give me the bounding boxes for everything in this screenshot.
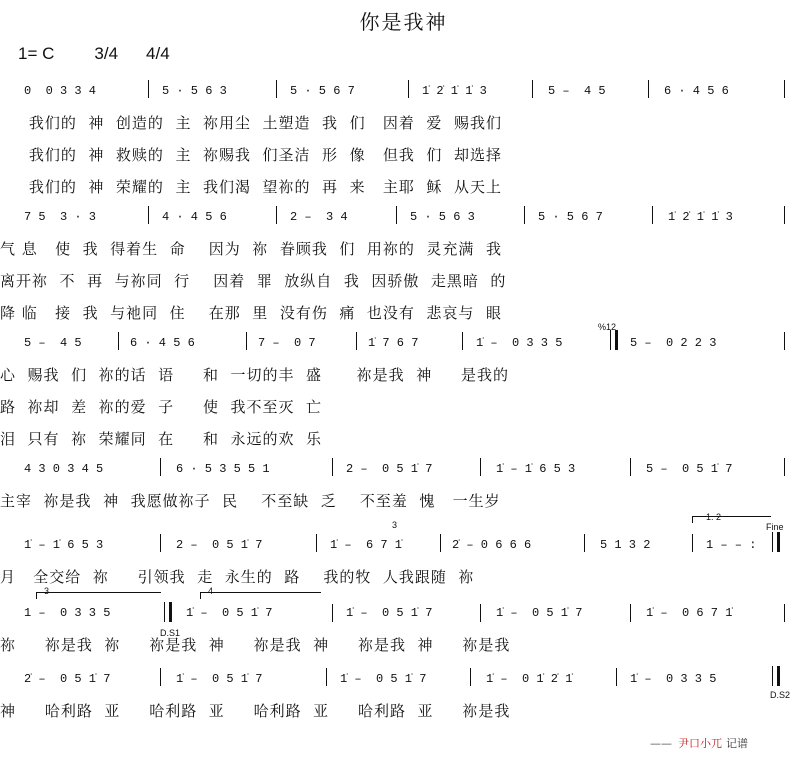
ds1-mark: D.S1 [160, 628, 181, 638]
measure: 5 · 5 6 7 [538, 210, 603, 224]
lyric-line: 主宰 祢是我 神 我愿做祢子 民 不至缺 乏 不至羞 愧 一生岁 [0, 492, 501, 510]
measure: 1̇ 7 6 7 [368, 336, 419, 350]
measure: 1̇ – 0 5 1̇ 7 [496, 606, 583, 620]
measure: 6 · 4 5 6 [130, 336, 195, 350]
measure: 2 – 0 5 1̇ 7 [346, 462, 433, 476]
measure: 2 – 0 5 1̇ 7 [176, 538, 263, 552]
credit-suffix: 记谱 [726, 737, 748, 750]
lyric-line: 泪 只有 祢 荣耀同 在 和 永远的欢 乐 [0, 430, 323, 448]
measure: 1 – 0 3 3 5 [24, 606, 111, 620]
fine-mark: Fine [766, 522, 784, 532]
measure: 1̇ – 0 1̇ 2̇ 1̇ [486, 672, 573, 686]
measure: 5 · 5 6 7 [290, 84, 355, 98]
measure: 4 3 0 3 4 5 [24, 462, 104, 476]
key-tonic: 1= C [18, 44, 55, 63]
lyric-line: 降 临 接 我 与祂同 住 在那 里 没有伤 痛 也没有 悲哀与 眼 [0, 304, 502, 322]
measure: 1̇ – 6 7 1̇ [330, 538, 403, 552]
notes-row [0, 334, 807, 354]
notes-row [0, 536, 807, 556]
measure: 7 5 3 · 3 [24, 210, 97, 224]
measure: 0 0 3 3 4 [24, 84, 97, 98]
transcriber-credit [650, 735, 748, 751]
measure: 5 – 0 2 2 3 [630, 336, 717, 350]
measure: 1̇ – 0 6 7 1̇ [646, 606, 733, 620]
measure: 1̇ – 0 5 1̇ 7 [176, 672, 263, 686]
measure: 5 · 5 6 3 [162, 84, 227, 98]
coda-mark: %12 [598, 322, 617, 332]
measure: 1̇ – 0 5 1̇ 7 [340, 672, 427, 686]
ds2-mark: D.S2 [770, 690, 791, 700]
measure: 1̇ – 1̇ 6 5 3 [24, 538, 104, 552]
volta-bracket [36, 592, 161, 599]
measure: 1 – – : [706, 538, 757, 552]
lyric-line: 我们的 神 荣耀的 主 我们渴 望祢的 再 来 主耶 稣 从天上 [0, 178, 502, 196]
lyric-line: 路 祢却 差 祢的爱 子 使 我不至灭 亡 [0, 398, 323, 416]
measure: 6 · 4 5 6 [664, 84, 729, 98]
measure: 5 1 3 2 [600, 538, 651, 552]
lyric-line: 祢 祢是我 祢 祢是我 神 祢是我 神 祢是我 神 祢是我 [0, 636, 511, 654]
volta-label: 1. 2 [706, 512, 722, 522]
time-signature-1: 3/4 [94, 44, 119, 63]
volta-label: 3 [44, 586, 50, 596]
lyric-line: 神 哈利路 亚 哈利路 亚 哈利路 亚 哈利路 亚 祢是我 [0, 702, 511, 720]
measure: 1̇ – 0 5 1̇ 7 [346, 606, 433, 620]
lyric-line: 我们的 神 救赎的 主 祢赐我 们圣洁 形 像 但我 们 却选择 [0, 146, 502, 164]
measure: 1̇ – 0 3 3 5 [476, 336, 563, 350]
volta-bracket [692, 516, 771, 523]
notes-row [0, 82, 807, 102]
time-signature-2: 4/4 [146, 44, 170, 63]
volta-label: 4 [208, 586, 214, 596]
notes-row [0, 208, 807, 228]
measure: 2̇ – 0 6 6 6 [452, 538, 532, 552]
measure: 4 · 4 5 6 [162, 210, 227, 224]
measure: 5 – 4 5 [24, 336, 82, 350]
measure: 1̇ 2̇ 1̇ 1̇ 3 [422, 84, 487, 98]
notes-row [0, 460, 807, 480]
measure: 5 · 5 6 3 [410, 210, 475, 224]
measure: 5 – 4 5 [548, 84, 606, 98]
song-title: 你是我神 [359, 10, 448, 34]
measure: 1̇ – 1̇ 6 5 3 [496, 462, 576, 476]
lyric-line: 心 赐我 们 祢的话 语 和 一切的丰 盛 祢是我 神 是我的 [0, 366, 510, 384]
measure: 1̇ – 0 3 3 5 [630, 672, 717, 686]
measure: 6 · 5 3 5 5 1 [176, 462, 270, 476]
lyric-line: 月 全交给 祢 引领我 走 永生的 路 我的牧 人我跟随 祢 [0, 568, 475, 586]
notes-row [0, 604, 807, 624]
credit-dash: —— [650, 737, 672, 750]
lyric-line: 气 息 使 我 得着生 命 因为 祢 眷顾我 们 用祢的 灵充满 我 [0, 240, 502, 258]
lyric-line: 我们的 神 创造的 主 祢用尘 土塑造 我 们 因着 爱 赐我们 [0, 114, 502, 132]
volta-bracket [200, 592, 321, 599]
measure: 7 – 0 7 [258, 336, 316, 350]
measure: 2 – 3 4 [290, 210, 348, 224]
measure: 5 – 0 5 1̇ 7 [646, 462, 733, 476]
measure: 2̇ – 0 5 1̇ 7 [24, 672, 111, 686]
triplet-mark: 3 [392, 520, 398, 530]
transcriber-name: 尹口小兀 [678, 737, 722, 750]
notes-row [0, 670, 807, 690]
measure: 1̇ – 0 5 1̇ 7 [186, 606, 273, 620]
measure: 1̇ 2̇ 1̇ 1̇ 3 [668, 210, 733, 224]
key-signature [18, 44, 170, 64]
lyric-line: 离开祢 不 再 与祢同 行 因着 罪 放纵自 我 因骄傲 走黑暗 的 [0, 272, 507, 290]
